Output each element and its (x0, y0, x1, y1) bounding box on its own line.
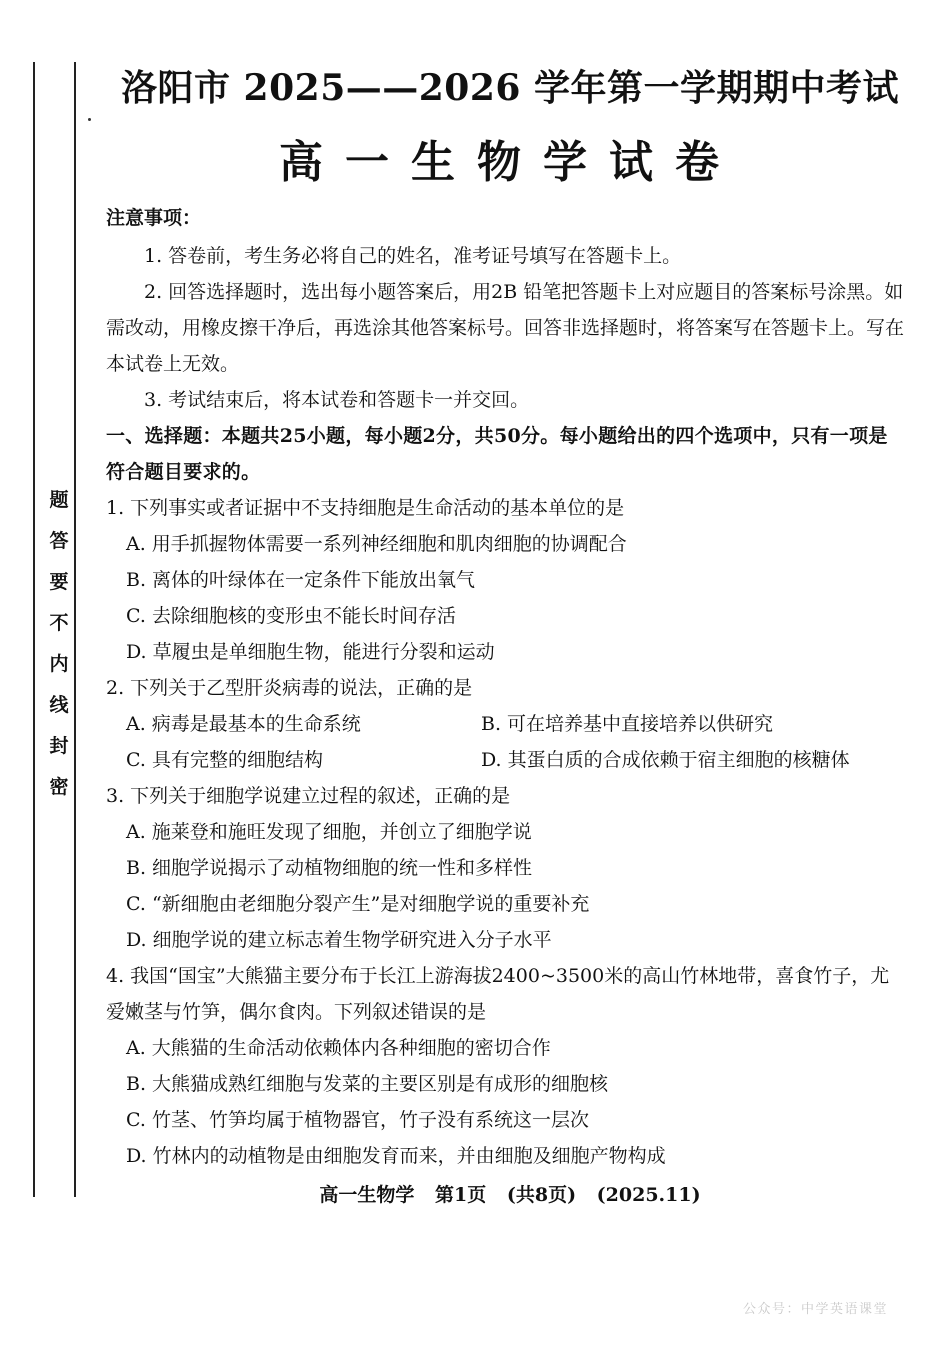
page-footer: 高一生物学 第1页 (共8页) (2025.11) (319, 1184, 701, 1206)
question-stem: 1. 下列事实或者证据中不支持细胞是生命活动的基本单位的是 (106, 497, 625, 519)
question-option: A. 施莱登和施旺发现了细胞，并创立了细胞学说 (126, 821, 532, 843)
seal-line-text (44, 480, 74, 808)
question-stem: 4. 我国“国宝”大熊猫主要分布于长江上游海拔2400~3500米的高山竹林地带，喜食竹子，尤爱嫩茎与竹笋，偶尔食肉。下列叙述错误的是 (106, 965, 890, 1023)
seal-char: 封 (49, 735, 69, 757)
question-option: A. 病毒是最基本的生命系统 (126, 713, 361, 735)
seal-char: 答 (49, 530, 69, 552)
question-option: B. 细胞学说揭示了动植物细胞的统一性和多样性 (126, 857, 533, 879)
seal-char: 不 (49, 612, 69, 634)
binding-line-right (74, 62, 76, 1197)
question-option: B. 可在培养基中直接培养以供研究 (481, 713, 774, 735)
section-heading: 一、选择题：本题共25小题，每小题2分，共50分。每小题给出的四个选项中，只有一项是符合题目要求的。 (106, 425, 888, 483)
question-option: B. 离体的叶绿体在一定条件下能放出氧气 (126, 569, 476, 591)
option-row (106, 706, 906, 742)
question-option: B. 大熊猫成熟红细胞与发菜的主要区别是有成形的细胞核 (126, 1073, 609, 1095)
question-option: C. “新细胞由老细胞分裂产生”是对细胞学说的重要补充 (126, 893, 590, 915)
watermark: 公众号：中学英语课堂 (742, 1302, 888, 1317)
notice-item: 2. 回答选择题时，选出每小题答案后，用2B 铅笔把答题卡上对应题目的答案标号涂黑。如需改动，用橡皮擦干净后，再选涂其他答案标号。回答非选择题时，将答案写在答题卡上。写在本试卷上无效。 (106, 281, 905, 375)
question-stem: 3. 下列关于细胞学说建立过程的叙述，正确的是 (106, 785, 511, 807)
question-option: D. 其蛋白质的合成依赖于宿主细胞的核糖体 (481, 749, 850, 771)
question-option: C. 具有完整的细胞结构 (126, 749, 323, 771)
question-option: D. 细胞学说的建立标志着生物学研究进入分子水平 (126, 929, 552, 951)
scan-dot (88, 118, 91, 121)
seal-char: 内 (49, 653, 69, 675)
question-option: D. 草履虫是单细胞生物，能进行分裂和运动 (126, 641, 495, 663)
option-row (106, 742, 906, 778)
question-option: C. 竹茎、竹笋均属于植物器官，竹子没有系统这一层次 (126, 1109, 589, 1131)
question-option: A. 大熊猫的生命活动依赖体内各种细胞的密切合作 (126, 1037, 551, 1059)
binding-line-left (33, 62, 35, 1197)
exam-body (106, 200, 906, 1174)
seal-char: 密 (49, 776, 69, 798)
notice-item: 1. 答卷前，考生务必将自己的姓名，准考证号填写在答题卡上。 (144, 245, 682, 267)
seal-char: 要 (49, 571, 69, 593)
seal-char: 题 (49, 489, 69, 511)
question-stem: 2. 下列关于乙型肝炎病毒的说法，正确的是 (106, 677, 473, 699)
notice-heading: 注意事项： (106, 207, 202, 229)
question-option: D. 竹林内的动植物是由细胞发育而来，并由细胞及细胞产物构成 (126, 1145, 666, 1167)
question-option: C. 去除细胞核的变形虫不能长时间存活 (126, 605, 456, 627)
subject-title: 高一生物学试卷 (279, 137, 741, 188)
question-option: A. 用手抓握物体需要一系列神经细胞和肌肉细胞的协调配合 (126, 533, 627, 555)
notice-item: 3. 考试结束后，将本试卷和答题卡一并交回。 (144, 389, 530, 411)
exam-title: 洛阳市 2025——2026 学年第一学期期中考试 (121, 67, 899, 109)
seal-char: 线 (49, 694, 69, 716)
